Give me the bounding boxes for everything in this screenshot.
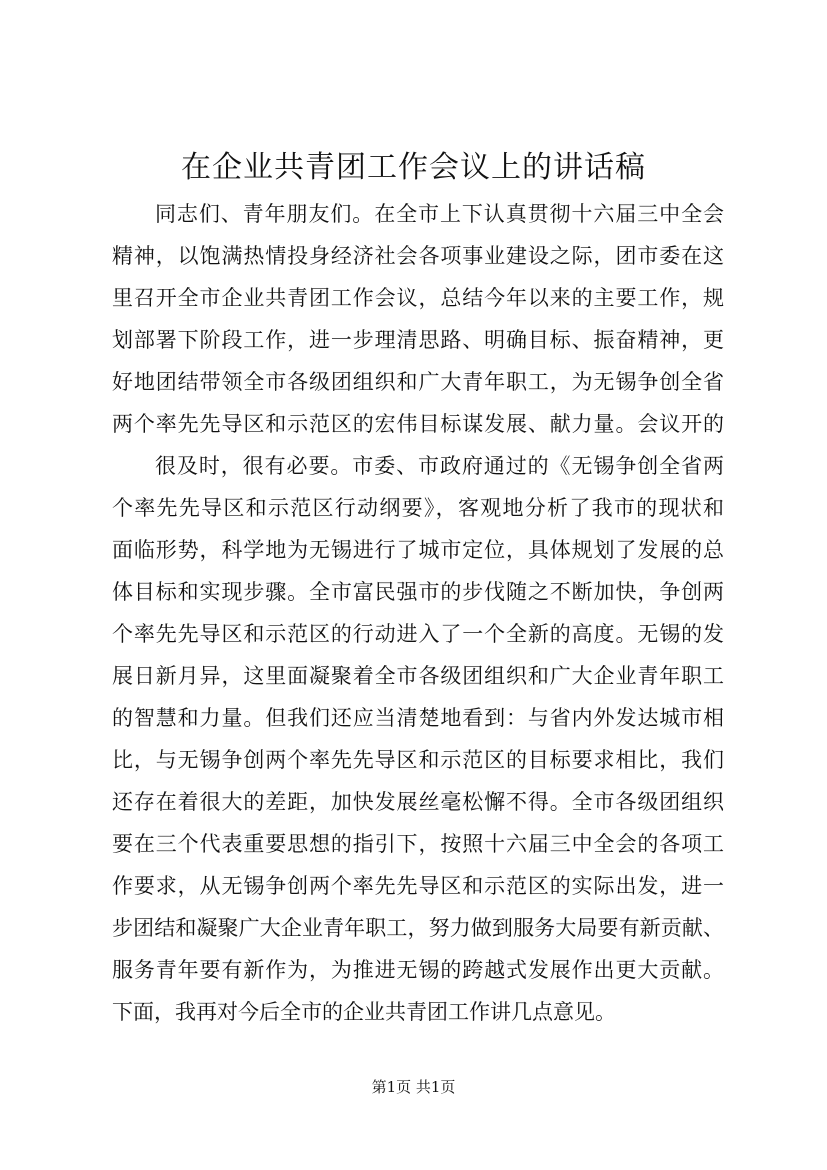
document-title: 在企业共青团工作会议上的讲话稿 [181,150,646,185]
paragraph-2-line: 作要求，从无锡争创两个率先先导区和示范区的实际出发，进一 [112,874,724,898]
paragraph-2-line: 比，与无锡争创两个率先先导区和示范区的目标要求相比，我们 [112,748,724,772]
paragraph-1-line: 好地团结带领全市各级团组织和广大青年职工，为无锡争创全省 [112,370,724,394]
paragraph-2-line: 面临形势，科学地为无锡进行了城市定位，具体规划了发展的总 [112,538,724,562]
paragraph-2-line: 的智慧和力量。但我们还应当清楚地看到：与省内外发达城市相 [112,706,724,730]
page-number: 第1页 共1页 [371,1078,456,1096]
paragraph-2-line: 服务青年要有新作为，为推进无锡的跨越式发展作出更大贡献。 [112,958,724,982]
paragraph-2-line: 下面，我再对今后全市的企业共青团工作讲几点意见。 [112,1000,616,1024]
paragraph-2-line: 还存在着很大的差距，加快发展丝毫松懈不得。全市各级团组织 [112,790,724,814]
paragraph-2-line: 个率先先导区和示范区的行动进入了一个全新的高度。无锡的发 [112,622,724,646]
paragraph-2-line: 体目标和实现步骤。全市富民强市的步伐随之不断加快，争创两 [112,580,724,604]
paragraph-2-line: 要在三个代表重要思想的指引下，按照十六届三中全会的各项工 [112,832,724,856]
paragraph-1-line: 里召开全市企业共青团工作会议，总结今年以来的主要工作，规 [112,286,724,310]
paragraph-2-line: 展日新月异，这里面凝聚着全市各级团组织和广大企业青年职工 [112,664,724,688]
paragraph-2-line: 步团结和凝聚广大企业青年职工，努力做到服务大局要有新贡献、 [112,916,724,940]
paragraph-1-line: 精神，以饱满热情投身经济社会各项事业建设之际，团市委在这 [112,244,724,268]
paragraph-1-line: 两个率先先导区和示范区的宏伟目标谋发展、献力量。会议开的 [112,412,724,436]
paragraph-1-line: 同志们、青年朋友们。在全市上下认真贯彻十六届三中全会 [155,202,724,226]
paragraph-1-line: 划部署下阶段工作，进一步理清思路、明确目标、振奋精神，更 [112,328,724,352]
paragraph-2-line: 个率先先导区和示范区行动纲要》，客观地分析了我市的现状和 [112,496,724,520]
paragraph-2-line: 很及时，很有必要。市委、市政府通过的《无锡争创全省两 [155,454,724,478]
